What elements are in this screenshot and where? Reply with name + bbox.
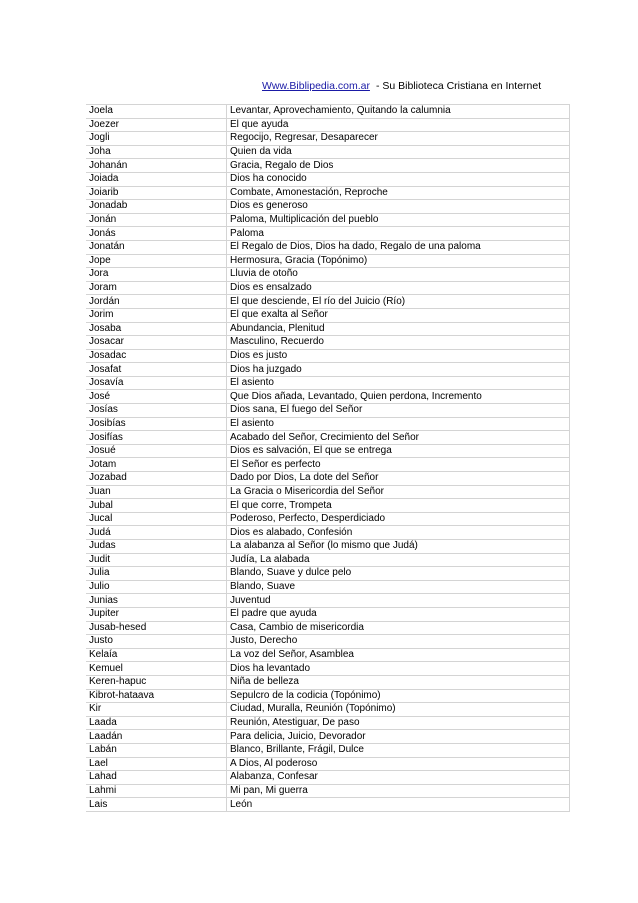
meaning-cell: Ciudad, Muralla, Reunión (Topónimo) [227, 703, 570, 717]
meaning-cell: Casa, Cambio de misericordia [227, 621, 570, 635]
name-cell: Jotam [86, 458, 227, 472]
name-cell: Jordán [86, 295, 227, 309]
name-cell: Joram [86, 281, 227, 295]
table-row [86, 458, 570, 472]
name-cell: Jorim [86, 308, 227, 322]
name-cell: Labán [86, 743, 227, 757]
table-row [86, 132, 570, 146]
name-cell: Joiarib [86, 186, 227, 200]
meaning-cell: El que ayuda [227, 118, 570, 132]
name-cell: Lais [86, 798, 227, 812]
table-row [86, 376, 570, 390]
table-row [86, 594, 570, 608]
header-tagline: - Su Biblioteca Cristiana en Internet [375, 80, 542, 92]
meaning-cell: Juventud [227, 594, 570, 608]
meaning-cell: Hermosura, Gracia (Topónimo) [227, 254, 570, 268]
table-row [86, 485, 570, 499]
table-row [86, 798, 570, 812]
table-row [86, 295, 570, 309]
meaning-cell: Que Dios añada, Levantado, Quien perdona, Incremento [227, 390, 570, 404]
table-row [86, 689, 570, 703]
table-row [86, 268, 570, 282]
name-cell: Keren-hapuc [86, 675, 227, 689]
name-cell: Josafat [86, 363, 227, 377]
meaning-cell: Reunión, Atestiguar, De paso [227, 716, 570, 730]
name-cell: Laadán [86, 730, 227, 744]
name-cell: Jonás [86, 227, 227, 241]
table-row [86, 472, 570, 486]
table-row [86, 540, 570, 554]
table-row [86, 172, 570, 186]
name-cell: Laada [86, 716, 227, 730]
meaning-cell: Lluvia de otoño [227, 268, 570, 282]
name-cell: Joha [86, 145, 227, 159]
name-cell: Jucal [86, 512, 227, 526]
table-row [86, 716, 570, 730]
page-header [262, 80, 541, 92]
table-row [86, 363, 570, 377]
meaning-cell: Poderoso, Perfecto, Desperdiciado [227, 512, 570, 526]
name-cell: Juan [86, 485, 227, 499]
table-row [86, 349, 570, 363]
name-cell: Lahmi [86, 784, 227, 798]
meaning-cell: Abundancia, Plenitud [227, 322, 570, 336]
name-cell: Jogli [86, 132, 227, 146]
name-cell: Lahad [86, 771, 227, 785]
table-row [86, 580, 570, 594]
name-cell: Jusab-hesed [86, 621, 227, 635]
name-cell: Joela [86, 105, 227, 119]
name-cell: Joiada [86, 172, 227, 186]
name-cell: Lael [86, 757, 227, 771]
meaning-cell: El que exalta al Señor [227, 308, 570, 322]
table-row [86, 512, 570, 526]
table-row [86, 621, 570, 635]
meaning-cell: Dios es ensalzado [227, 281, 570, 295]
name-cell: Josaba [86, 322, 227, 336]
meaning-cell: Paloma, Multiplicación del pueblo [227, 213, 570, 227]
meaning-cell: Gracia, Regalo de Dios [227, 159, 570, 173]
meaning-cell: Acabado del Señor, Crecimiento del Señor [227, 431, 570, 445]
table-row [86, 308, 570, 322]
name-cell: Jonán [86, 213, 227, 227]
table-row [86, 784, 570, 798]
meaning-cell: Combate, Amonestación, Reproche [227, 186, 570, 200]
name-cell: Judá [86, 526, 227, 540]
meaning-cell: Dios ha levantado [227, 662, 570, 676]
name-cell: Julio [86, 580, 227, 594]
meaning-cell: El padre que ayuda [227, 607, 570, 621]
table-row [86, 417, 570, 431]
table-row [86, 254, 570, 268]
meaning-cell: La Gracia o Misericordia del Señor [227, 485, 570, 499]
name-cell: Kelaía [86, 648, 227, 662]
meaning-cell: Sepulcro de la codicia (Topónimo) [227, 689, 570, 703]
meaning-cell: Mi pan, Mi guerra [227, 784, 570, 798]
meaning-cell: Dios ha conocido [227, 172, 570, 186]
name-cell: Judas [86, 540, 227, 554]
meaning-cell: Justo, Derecho [227, 635, 570, 649]
table-row [86, 404, 570, 418]
name-cell: Johanán [86, 159, 227, 173]
table-row [86, 567, 570, 581]
table-row [86, 757, 570, 771]
name-cell: Josías [86, 404, 227, 418]
name-cell: Junias [86, 594, 227, 608]
name-cell: Justo [86, 635, 227, 649]
table-row [86, 675, 570, 689]
meaning-cell: Quien da vida [227, 145, 570, 159]
meaning-cell: Alabanza, Confesar [227, 771, 570, 785]
table-row [86, 336, 570, 350]
table-row [86, 431, 570, 445]
table-row [86, 703, 570, 717]
name-cell: Jora [86, 268, 227, 282]
table-row [86, 771, 570, 785]
table-row [86, 213, 570, 227]
name-cell: Joezer [86, 118, 227, 132]
table-row [86, 159, 570, 173]
meaning-cell: A Dios, Al poderoso [227, 757, 570, 771]
name-cell: Kibrot-hataava [86, 689, 227, 703]
meaning-cell: Dios es salvación, El que se entrega [227, 444, 570, 458]
name-cell: Jonadab [86, 200, 227, 214]
meaning-cell: Blando, Suave [227, 580, 570, 594]
meaning-cell: El que corre, Trompeta [227, 499, 570, 513]
name-cell: Josué [86, 444, 227, 458]
meaning-cell: Dios sana, El fuego del Señor [227, 404, 570, 418]
name-cell: Jope [86, 254, 227, 268]
table-row [86, 186, 570, 200]
table-row [86, 118, 570, 132]
table-row [86, 444, 570, 458]
name-cell: Jozabad [86, 472, 227, 486]
table-row [86, 526, 570, 540]
table-row [86, 607, 570, 621]
name-cell: Judit [86, 553, 227, 567]
name-cell: Kemuel [86, 662, 227, 676]
name-cell: Jonatán [86, 240, 227, 254]
name-cell: Josacar [86, 336, 227, 350]
table-row [86, 240, 570, 254]
table-row [86, 145, 570, 159]
meaning-cell: El Regalo de Dios, Dios ha dado, Regalo de una paloma [227, 240, 570, 254]
name-cell: José [86, 390, 227, 404]
meaning-cell: Blanco, Brillante, Frágil, Dulce [227, 743, 570, 757]
meaning-cell: La alabanza al Señor (lo mismo que Judá) [227, 540, 570, 554]
meaning-cell: El Señor es perfecto [227, 458, 570, 472]
meaning-cell: Regocijo, Regresar, Desaparecer [227, 132, 570, 146]
meaning-cell: Paloma [227, 227, 570, 241]
meaning-cell: Levantar, Aprovechamiento, Quitando la calumnia [227, 105, 570, 119]
table-row [86, 635, 570, 649]
meaning-cell: La voz del Señor, Asamblea [227, 648, 570, 662]
meaning-cell: El que desciende, El río del Juicio (Río) [227, 295, 570, 309]
table-row [86, 648, 570, 662]
meaning-cell: Dios es generoso [227, 200, 570, 214]
meaning-cell: Dios es alabado, Confesión [227, 526, 570, 540]
table-row [86, 200, 570, 214]
table-row [86, 322, 570, 336]
meaning-cell: León [227, 798, 570, 812]
name-cell: Josifías [86, 431, 227, 445]
name-cell: Jupiter [86, 607, 227, 621]
meaning-cell: Masculino, Recuerdo [227, 336, 570, 350]
name-cell: Josavía [86, 376, 227, 390]
meaning-cell: Niña de belleza [227, 675, 570, 689]
meaning-cell: Blando, Suave y dulce pelo [227, 567, 570, 581]
meaning-cell: Judía, La alabada [227, 553, 570, 567]
meaning-cell: Dios es justo [227, 349, 570, 363]
table-row [86, 105, 570, 119]
meaning-cell: El asiento [227, 417, 570, 431]
meaning-cell: Dado por Dios, La dote del Señor [227, 472, 570, 486]
table-row [86, 227, 570, 241]
name-cell: Julia [86, 567, 227, 581]
table-row [86, 662, 570, 676]
table-row [86, 281, 570, 295]
table-row [86, 390, 570, 404]
meaning-cell: Dios ha juzgado [227, 363, 570, 377]
name-cell: Kir [86, 703, 227, 717]
table-row [86, 730, 570, 744]
table-row [86, 553, 570, 567]
table-row [86, 499, 570, 513]
name-cell: Josadac [86, 349, 227, 363]
website-link[interactable]: Www.Biblipedia.com.ar [262, 80, 370, 92]
table-row [86, 743, 570, 757]
name-cell: Jubal [86, 499, 227, 513]
name-cell: Josibías [86, 417, 227, 431]
meaning-cell: Para delicia, Juicio, Devorador [227, 730, 570, 744]
names-table-body [86, 105, 570, 812]
names-table [86, 104, 570, 812]
meaning-cell: El asiento [227, 376, 570, 390]
